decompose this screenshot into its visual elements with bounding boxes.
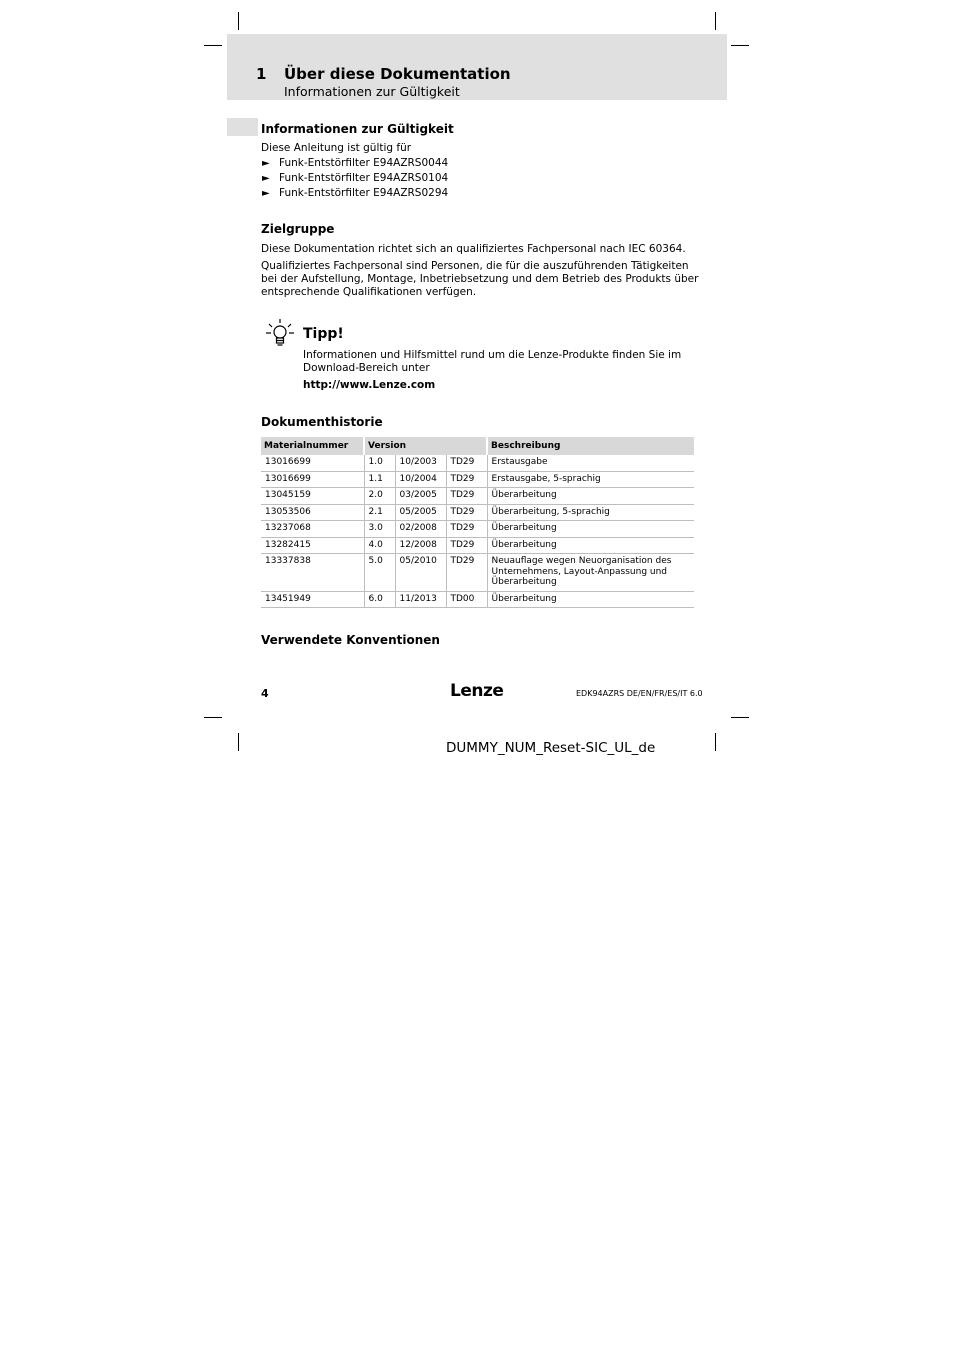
table-row xyxy=(261,591,694,608)
cell-version: 6.0 xyxy=(364,591,395,608)
target-group-heading: Zielgruppe xyxy=(261,222,335,236)
cell-material: 13016699 xyxy=(261,471,364,488)
table-row xyxy=(261,471,694,488)
dummy-label: DUMMY_NUM_Reset-SIC_UL_de xyxy=(446,740,656,756)
crop-mark xyxy=(731,717,749,718)
cell-material: 13451949 xyxy=(261,591,364,608)
target-group-para2: Qualifiziertes Fachpersonal sind Personen, die für die auszuführenden Tätigkeiten bei der Aufstellung, Montage, Inbetriebsetzung und dem Betrieb des Produkts über entsprechende Qualifikationen verfügen. xyxy=(261,260,699,298)
cell-version: 5.0 xyxy=(364,554,395,592)
cell-date: 11/2013 xyxy=(395,591,446,608)
cell-code: TD29 xyxy=(446,488,487,505)
chapter-title: Über diese Dokumentation xyxy=(284,65,511,83)
cell-code: TD29 xyxy=(446,521,487,538)
validity-list-item: ► Funk-Entstörfilter E94AZRS0044 xyxy=(262,157,449,169)
column-header-material: Materialnummer xyxy=(261,437,364,455)
cell-material: 13045159 xyxy=(261,488,364,505)
validity-heading: Informationen zur Gültigkeit xyxy=(261,122,454,136)
column-header-description: Beschreibung xyxy=(487,437,694,455)
lenze-logo: Lenze xyxy=(450,681,504,701)
page-number: 4 xyxy=(261,687,269,700)
bullet-arrow-icon: ► xyxy=(262,188,270,199)
table-row xyxy=(261,455,694,471)
validity-list-item: ► Funk-Entstörfilter E94AZRS0294 xyxy=(262,187,449,199)
cell-version: 1.0 xyxy=(364,455,395,471)
table-row xyxy=(261,521,694,538)
lightbulb-icon xyxy=(265,318,295,348)
cell-material: 13237068 xyxy=(261,521,364,538)
table-row xyxy=(261,554,694,592)
cell-code: TD29 xyxy=(446,471,487,488)
cell-version: 4.0 xyxy=(364,537,395,554)
cell-date: 10/2004 xyxy=(395,471,446,488)
table-row xyxy=(261,537,694,554)
cell-description: Überarbeitung, 5-sprachig xyxy=(487,504,694,521)
cell-material: 13053506 xyxy=(261,504,364,521)
cell-code: TD29 xyxy=(446,537,487,554)
cell-description: Erstausgabe, 5-sprachig xyxy=(487,471,694,488)
cell-code: TD00 xyxy=(446,591,487,608)
chapter-number: 1 xyxy=(256,65,267,83)
cell-date: 05/2010 xyxy=(395,554,446,592)
validity-list-item: ► Funk-Entstörfilter E94AZRS0104 xyxy=(262,172,449,184)
cell-date: 02/2008 xyxy=(395,521,446,538)
crop-mark xyxy=(204,45,222,46)
cell-version: 3.0 xyxy=(364,521,395,538)
cell-description: Überarbeitung xyxy=(487,521,694,538)
cell-date: 03/2005 xyxy=(395,488,446,505)
document-id: EDK94AZRS DE/EN/FR/ES/IT 6.0 xyxy=(576,689,703,698)
tip-text: Informationen und Hilfsmittel rund um die Lenze-Produkte finden Sie im Download-Bereich unter xyxy=(303,349,682,374)
chapter-subtitle: Informationen zur Gültigkeit xyxy=(284,84,460,99)
validity-intro: Diese Anleitung ist gültig für xyxy=(261,142,412,154)
section-marker xyxy=(227,118,258,136)
cell-description: Erstausgabe xyxy=(487,455,694,471)
table-row xyxy=(261,488,694,505)
cell-material: 13337838 xyxy=(261,554,364,592)
cell-version: 2.1 xyxy=(364,504,395,521)
cell-description: Neuauflage wegen Neuorganisation des Unternehmens, Layout-Anpassung und Überarbeitung xyxy=(487,554,694,592)
tip-link[interactable]: http://www.Lenze.com xyxy=(303,379,436,391)
cell-version: 1.1 xyxy=(364,471,395,488)
crop-mark xyxy=(238,733,239,751)
column-header-version: Version xyxy=(364,437,487,455)
cell-material: 13016699 xyxy=(261,455,364,471)
bullet-arrow-icon: ► xyxy=(262,173,270,184)
crop-mark xyxy=(715,12,716,30)
tip-title: Tipp! xyxy=(303,326,344,342)
table-header-row xyxy=(261,437,694,455)
cell-description: Überarbeitung xyxy=(487,488,694,505)
history-table xyxy=(261,437,694,608)
crop-mark xyxy=(715,733,716,751)
crop-mark xyxy=(204,717,222,718)
cell-material: 13282415 xyxy=(261,537,364,554)
cell-version: 2.0 xyxy=(364,488,395,505)
cell-description: Überarbeitung xyxy=(487,537,694,554)
history-heading: Dokumenthistorie xyxy=(261,415,383,429)
target-group-para1: Diese Dokumentation richtet sich an qualifiziertes Fachpersonal nach IEC 60364. xyxy=(261,243,686,255)
bullet-arrow-icon: ► xyxy=(262,158,270,169)
cell-date: 12/2008 xyxy=(395,537,446,554)
conventions-heading: Verwendete Konventionen xyxy=(261,633,440,647)
cell-code: TD29 xyxy=(446,504,487,521)
crop-mark xyxy=(731,45,749,46)
cell-date: 05/2005 xyxy=(395,504,446,521)
cell-code: TD29 xyxy=(446,554,487,592)
crop-mark xyxy=(238,12,239,30)
cell-date: 10/2003 xyxy=(395,455,446,471)
cell-code: TD29 xyxy=(446,455,487,471)
table-row xyxy=(261,504,694,521)
cell-description: Überarbeitung xyxy=(487,591,694,608)
